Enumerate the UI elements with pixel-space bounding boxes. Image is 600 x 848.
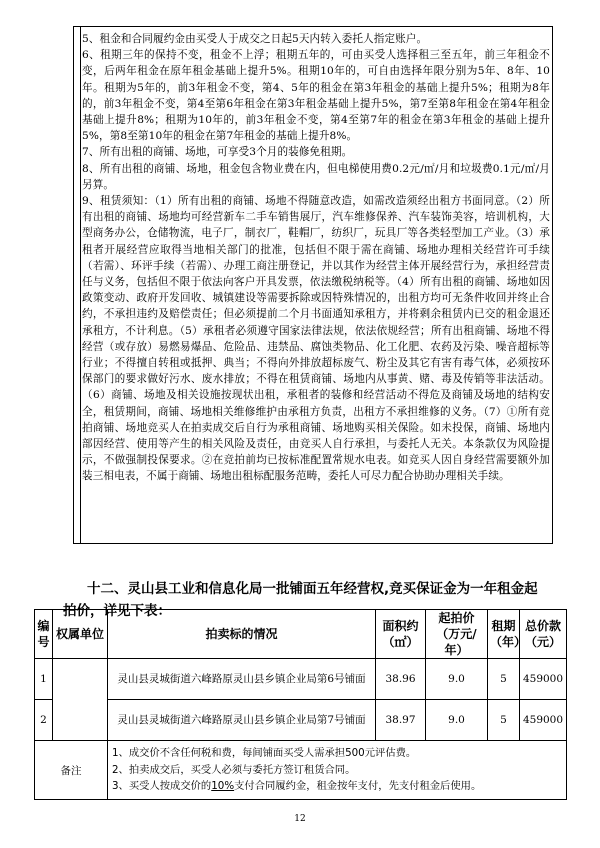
remark-1: 1、成交价不含任何税和费，每间铺面买受人需承担500元评估费。 xyxy=(112,747,417,760)
section-title: 十二、灵山县工业和信息化局一批铺面五年经营权,竞买保证金为一年租金起拍价，详见下表： xyxy=(63,581,538,619)
term-8: 8、所有出租的商铺、场地，租金包含物业费在内，但电梯使用费0.2元/㎡/月和垃圾费0.1元/㎡/月另算。 xyxy=(82,162,550,191)
term-5: 5、租金和合同履约金由买受人于成交之日起5天内转入委托人指定账户。 xyxy=(82,33,428,45)
term-7: 7、所有出租的商铺、场地，可享受3个月的装修免租期。 xyxy=(82,146,353,159)
remarks-label: 备注 xyxy=(35,741,108,800)
cell-subject: 灵山县灵城街道六峰路原灵山县乡镇企业局第6号铺面 xyxy=(108,659,376,700)
remark-3-suffix: 支付合同履约金，租金按年支付，先支付租金后使用。 xyxy=(234,780,482,793)
cell-term: 5 xyxy=(488,700,520,741)
remark-2: 2、拍卖成交后，买受人必须与委托方签订租赁合同。 xyxy=(112,763,356,776)
left-column xyxy=(74,27,81,543)
remark-3 xyxy=(112,778,562,795)
page-number: 12 xyxy=(294,814,306,824)
cell-term: 5 xyxy=(488,659,520,700)
cell-start-price: 9.0 xyxy=(426,700,488,741)
term-9: 9、租赁须知：（1）所有出租的商铺、场地不得随意改造，如需改造须经出租方书面同意。（2）所有出租的商铺、场地均可经营新车二手车销售展厅，汽车维修保养、汽车装饰美容，培训机构，大型商务办公，仓储物流，电子厂，制衣厂，鞋帽厂，纺织厂，玩具厂等各类轻型加工产业。（3）承租者开展经营应取得当地相关部门的批准，包括但不限于需在商铺、场地办理相关经营许可手续（若需）、环评手续（若需）、办理工商注册登记，并以其作为经营主体开展经营行为，承担经营责任与义务，包括但不限于依法向客户开具发票，依法缴税纳税等。（4）所有出租的商铺、场地如因政策变动、政府开发回收、城镇建设等需要拆除或因特殊情况的，出租方均可无条件收回并终止合约，不承担违约及赔偿责任；但必须提前二个月书面通知承租方，并将剩余租赁内已交的租金退还承租方，不计利息。（5）承租者必须遵守国家法律法规，依法依规经营；所有出租商铺、场地不得经营（或存放）易燃易爆品、危险品、违禁品、腐蚀类物品、化工化肥、农药及污染、噪音超标等行业；不得擅自转租或抵押、典当；不得向外排放超标废气、粉尘及其它有害有毒气体，必须按环保部门的要求做好污水、废水排放；不得在租赁商铺、场地内从事黄、赌、毒及传销等非法活动。（6）商铺、场地及相关设施按现状出租，承租者的装修和经营活动不得危及商铺及场地的结构安全，租赁期间，商铺、场地相关维修维护由承租方负责，出租方不承担维修的义务。（7）①所有竞拍商铺、场地竞买人在拍卖成交后自行为承租商铺、场地购买相关保险。如未投保，商铺、场地内部因经营、使用等产生的相关风险及责任，由竞买人自行承担，与委托人无关。本条款仅为风险提示，不做强制投保要求。②在竞拍前均已按标准配置常规水电表。如竞买人因自身经营需要额外加装三相电表，不属于商铺、场地出租标配服务范畴，委托人可尽力配合协助办理相关手续。 xyxy=(82,195,550,483)
cell-no: 1 xyxy=(35,659,53,700)
cell-subject: 灵山县灵城街道六峰路原灵山县乡镇企业局第7号铺面 xyxy=(108,700,376,741)
header-owner: 权属单位 xyxy=(53,610,108,659)
cell-total: 459000 xyxy=(520,700,567,741)
header-start-price: 起拍价（万元/年） xyxy=(426,610,488,659)
remarks-content xyxy=(108,741,567,800)
header-term: 租期（年） xyxy=(488,610,520,659)
header-area: 面积约（㎡） xyxy=(376,610,426,659)
auction-table xyxy=(34,609,567,800)
cell-area: 38.96 xyxy=(376,659,426,700)
cell-owner xyxy=(53,659,108,741)
lease-terms-box xyxy=(73,26,553,544)
table-header-row xyxy=(35,610,567,659)
cell-no: 2 xyxy=(35,700,53,741)
remark-3-prefix: 3、买受人按成交价的 xyxy=(112,780,212,793)
lease-terms-text xyxy=(82,31,550,485)
header-subject: 拍卖标的情况 xyxy=(108,610,376,659)
remarks-row xyxy=(35,741,567,800)
table-row xyxy=(35,659,567,700)
remark-3-percent: 10% xyxy=(211,780,235,793)
cell-start-price: 9.0 xyxy=(426,659,488,700)
term-6: 6、租期三年的保持不变，租金不上浮；租期五年的，可由买受人选择租三至五年，前三年租金不变，后两年租金在原年租金基础上提升5%。租期10年的，可自由选择年限分别为5年、8年、10年。租期为5年的，前3年租金不变，第4、5年的租金在第3年租金的基础上提升5%；租期为8年的，前3年租金不变，第4至第6年租金在第3年租金基础上提升5%，第7至第8年租金在第4年租金基础上提升8%；租期为10年的，前3年租金不变，第4至第7年的租金在第3年租金的基础上提升5%，第8至第10年的租金在第7年租金的基础上提升8%。 xyxy=(82,49,550,143)
table-row xyxy=(35,700,567,741)
cell-area: 38.97 xyxy=(376,700,426,741)
header-total: 总价款（元） xyxy=(520,610,567,659)
cell-total: 459000 xyxy=(520,659,567,700)
header-no: 编号 xyxy=(35,610,53,659)
